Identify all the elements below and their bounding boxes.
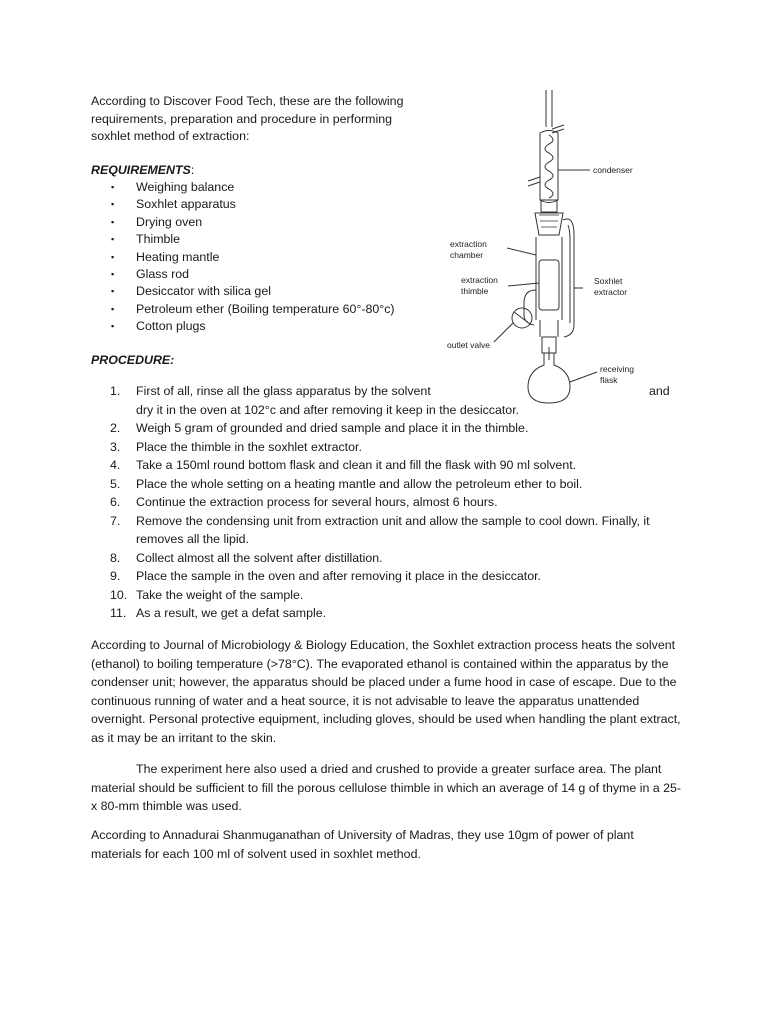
step-number: 8. <box>110 550 121 565</box>
intro-line: According to Discover Food Tech, these are the following <box>91 94 404 108</box>
water-outlet-nozzle <box>552 125 564 129</box>
procedure-step <box>110 586 680 605</box>
list-item-text: Drying oven <box>136 214 203 229</box>
procedure-step <box>110 456 680 475</box>
label-extraction-chamber: chamber <box>450 250 484 260</box>
step-text: dry it in the oven at 102°c and after removing it keep in the desiccator. <box>136 402 520 417</box>
list-item <box>110 249 395 266</box>
list-item <box>110 283 395 300</box>
bullet-icon: ▪ <box>111 199 115 210</box>
step-number: 5. <box>110 476 121 491</box>
step-number: 9. <box>110 569 121 583</box>
intro-line: soxhlet method of extraction: <box>91 129 250 143</box>
procedure-step <box>110 512 680 531</box>
intro-line: requirements, preparation and procedure in performing <box>91 111 392 126</box>
step-text: First of all, rinse all the glass apparatus by the solvent <box>136 384 431 398</box>
list-item <box>110 301 395 318</box>
list-item <box>110 318 395 335</box>
soxhlet-apparatus-diagram <box>440 85 670 405</box>
step-text: Place the sample in the oven and after removing it place in the desiccator. <box>136 569 541 583</box>
extraction-thimble <box>539 260 559 310</box>
procedure-step <box>110 604 680 623</box>
list-item <box>110 179 395 196</box>
intro-text <box>91 93 403 146</box>
bullet-icon: ▪ <box>111 286 115 297</box>
step-number: 6. <box>110 495 121 509</box>
bullet-icon: ▪ <box>111 269 115 280</box>
receiving-flask <box>528 353 570 403</box>
step-number: 11. <box>110 606 127 620</box>
list-item-text: Petroleum ether (Boiling temperature 60°-80°c) <box>136 301 395 316</box>
paragraph-microbiology: According to Journal of Microbiology & Biology Education, the Soxhlet extraction process heats the solvent (ethanol) to boiling temperature (>78°C). The evaporated ethanol is contained within the apparatus by the condenser unit; however, the apparatus should be placed under a fume hood in case of escape. Due to the continuous running of water and a heat source, it is not advisable to leave the apparatus unattended overnight. Personal protective equipment, including gloves, should be used when handling the plant extract, as it may be an irritant to the skin. <box>91 638 681 745</box>
label-receiving-flask: flask <box>600 375 618 385</box>
label-extraction-thimble: extraction <box>461 275 498 285</box>
procedure-step-1-tail: and <box>649 384 670 398</box>
list-item <box>110 231 395 248</box>
step-text: Take the weight of the sample. <box>136 587 304 602</box>
siphon-tube <box>524 290 536 325</box>
step-text: Take a 150ml round bottom flask and clean it and fill the flask with 90 ml solvent. <box>136 458 577 472</box>
list-item <box>110 266 395 283</box>
step-text: Remove the condensing unit from extraction unit and allow the sample to cool down. Finally, it <box>136 513 650 528</box>
bullet-icon: ▪ <box>111 303 115 314</box>
label-soxhlet-extractor: Soxhlet <box>594 276 623 286</box>
label-condenser: condenser <box>593 165 633 175</box>
bullet-icon: ▪ <box>111 216 115 227</box>
step-text: Place the whole setting on a heating mantle and allow the petroleum ether to boil. <box>136 476 583 491</box>
step-number: 1. <box>110 384 121 398</box>
list-item-text: Thimble <box>136 232 181 247</box>
step-number: 10. <box>110 587 128 602</box>
list-item-text: Glass rod <box>136 267 190 282</box>
label-extraction-thimble: thimble <box>461 286 489 296</box>
requirements-heading <box>91 162 194 180</box>
step-text: Place the thimble in the soxhlet extractor. <box>136 439 362 454</box>
list-item-text: Cotton plugs <box>136 319 206 334</box>
step-number: 2. <box>110 421 121 435</box>
list-item <box>110 214 395 231</box>
outlet-valve-leader <box>494 323 513 342</box>
label-extraction-chamber: extraction <box>450 239 487 249</box>
step-text: Weigh 5 gram of grounded and dried sample and place it in the thimble. <box>136 421 529 435</box>
list-item-text: Desiccator with silica gel <box>136 284 271 299</box>
list-item-text: Soxhlet apparatus <box>136 197 236 212</box>
label-soxhlet-extractor: extractor <box>594 287 628 297</box>
step-number: 4. <box>110 458 121 472</box>
list-item-text: Weighing balance <box>136 180 235 194</box>
step-text: As a result, we get a defat sample. <box>136 606 327 620</box>
requirements-heading-text: REQUIREMENTS <box>91 163 191 177</box>
procedure-step <box>110 530 680 549</box>
condenser-jacket <box>540 131 558 203</box>
step-text: Collect almost all the solvent after distillation. <box>136 550 383 565</box>
label-receiving-flask: receiving <box>600 364 635 374</box>
bullet-icon: ▪ <box>111 234 115 245</box>
requirements-list <box>110 179 395 336</box>
requirements-heading-colon: : <box>190 163 195 177</box>
list-item <box>110 196 395 213</box>
paragraph-madras: According to Annadurai Shanmuganathan of University of Madras, they use 10gm of power of plant materials for each 100 ml of solvent used in soxhlet method. <box>91 828 634 861</box>
procedure-heading: PROCEDURE: <box>91 353 175 367</box>
procedure-step <box>110 419 680 438</box>
bullet-icon: ▪ <box>111 182 115 192</box>
extraction-thimble-leader <box>508 283 539 286</box>
water-inlet-nozzle <box>528 177 540 181</box>
extraction-chamber-cup <box>535 213 563 235</box>
extraction-chamber-body <box>536 237 562 320</box>
extraction-chamber-leader <box>507 248 536 255</box>
procedure-step <box>110 567 680 586</box>
procedure-step <box>110 549 680 568</box>
step-number: 3. <box>110 439 121 454</box>
procedure-step <box>110 438 680 457</box>
vapor-side-arm <box>563 219 574 337</box>
procedure-step <box>110 475 680 494</box>
procedure-step <box>110 493 680 512</box>
step-text: Continue the extraction process for several hours, almost 6 hours. <box>136 495 498 509</box>
procedure-list <box>110 382 680 623</box>
label-outlet-valve: outlet valve <box>447 340 490 350</box>
list-item-text: Heating mantle <box>136 249 220 264</box>
step-text: removes all the lipid. <box>136 532 249 546</box>
step-number: 7. <box>110 513 121 528</box>
bullet-icon: ▪ <box>111 321 115 332</box>
paragraph-experiment: The experiment here also used a dried and crushed to provide a greater surface area. The plant material should be sufficient to fill the porous cellulose thimble in which an average of 14 g of thyme in a 25- x 80-mm thimble was used. <box>91 762 682 814</box>
bullet-icon: ▪ <box>111 251 115 262</box>
condenser-coil <box>545 135 553 198</box>
receiving-flask-leader <box>570 372 597 382</box>
